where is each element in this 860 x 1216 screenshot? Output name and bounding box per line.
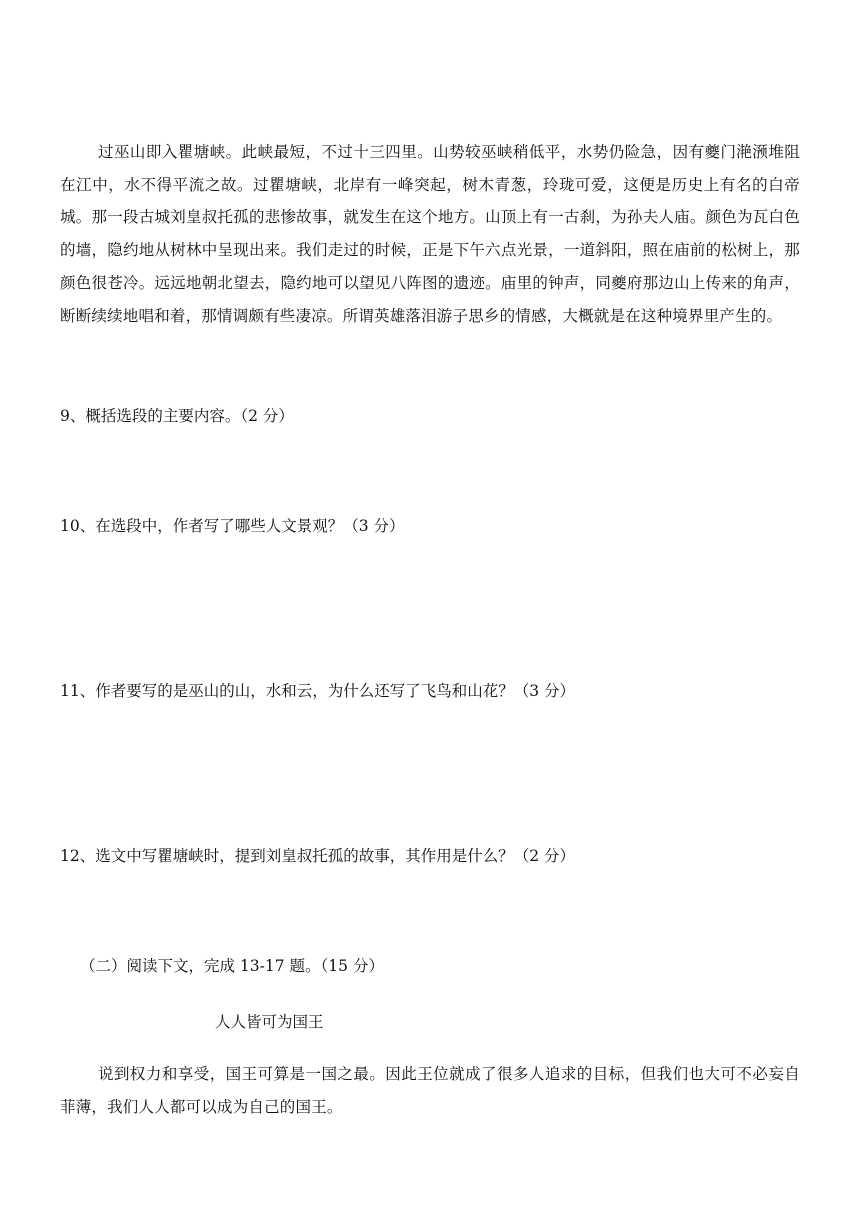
section-heading: （二）阅读下文，完成 13-17 题。（15 分）: [80, 957, 384, 975]
article-paragraph: 说到权力和享受，国王可算是一国之最。因此王位就成了很多人追求的目标，但我们也大可不必妄自菲薄，我们人人都可以成为自己的国王。: [60, 1065, 800, 1116]
question-9: 9、概括选段的主要内容。（2 分）: [60, 407, 294, 425]
question-10: 10、在选段中，作者写了哪些人文景观？（3 分）: [60, 517, 405, 535]
question-11: 11、作者要写的是巫山的山，水和云，为什么还写了飞鸟和山花？（3 分）: [60, 682, 576, 700]
passage-paragraph: 过巫山即入瞿塘峡。此峡最短，不过十三四里。山势较巫峡稍低平，水势仍险急，因有夔门滟滪堆阻在江中，水不得平流之故。过瞿塘峡，北岸有一峰突起，树木青葱，玲珑可爱，这便是历史上有名的白帝城。那一段古城刘皇叔托孤的悲惨故事，就发生在这个地方。山顶上有一古刹，为孙夫人庙。颜色为瓦白色的墙，隐约地从树林中呈现出来。我们走过的时候，正是下午六点光景，一道斜阳，照在庙前的松树上，那颜色很苍冷。远远地朝北望去，隐约地可以望见八阵图的遗迹。庙里的钟声，同夔府那边山上传来的角声，断断续续地唱和着，那情调颇有些凄凉。所谓英雄落泪游子思乡的情感，大概就是在这种境界里产生的。: [60, 143, 800, 325]
question-12: 12、选文中写瞿塘峡时，提到刘皇叔托孤的故事，其作用是什么？（2 分）: [60, 847, 576, 865]
article-title: 人人皆可为国王: [215, 1013, 324, 1031]
